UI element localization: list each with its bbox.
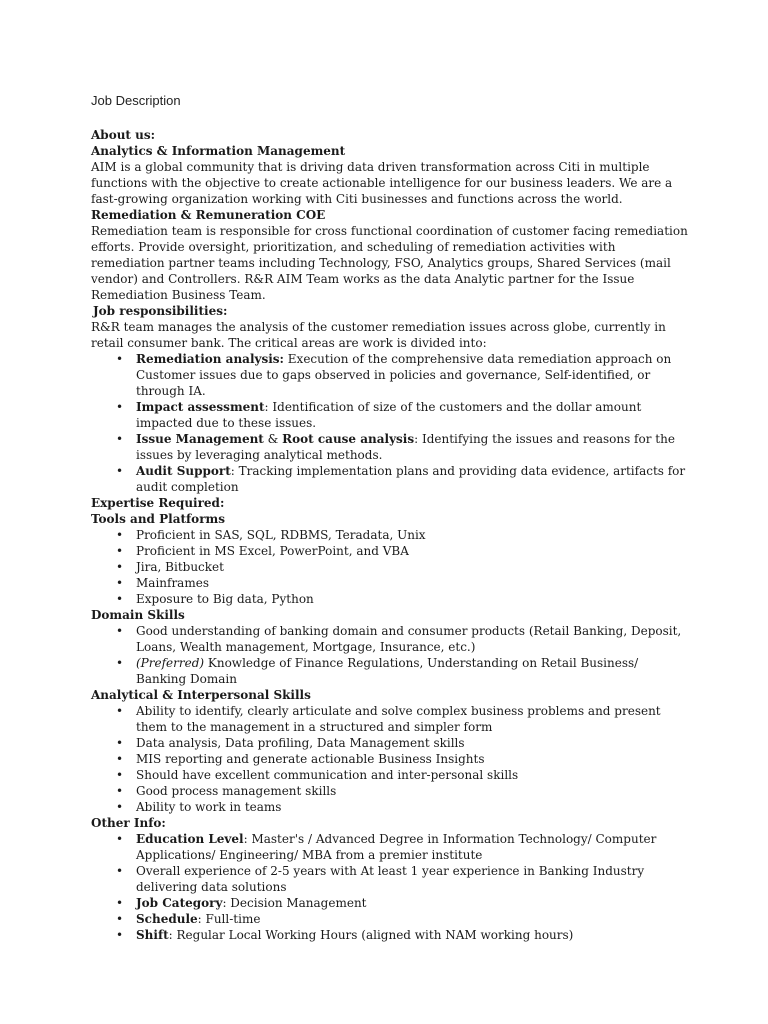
list-item: • Impact assessment: Identification of size of the customers and the dollar amount impacted due to these issues. [116, 400, 642, 430]
responsibilities-list [91, 351, 691, 495]
responsibilities-heading: Job responsibilities: [93, 304, 228, 318]
bullet-icon: • [116, 560, 124, 574]
aim-paragraph: AIM is a global community that is driving data driven transformation across Citi in multiple functions with the objective to create actionable intelligence for our business leaders. We are a fast-growing organization working with Citi businesses and functions across the world. [91, 160, 673, 206]
bullet-icon: • [116, 624, 124, 638]
list-item: • Remediation analysis: Execution of the comprehensive data remediation approach on Customer issues due to gaps observed in policies and governance, Self-identified, or through IA. [116, 352, 672, 398]
bullet-icon: • [116, 752, 124, 766]
list-item: • Jira, Bitbucket [116, 560, 224, 574]
domain-list [91, 623, 691, 687]
bullet-icon: • [116, 912, 124, 926]
bullet-icon: • [116, 928, 124, 942]
expertise-heading: Expertise Required: [91, 496, 225, 510]
list-item: • (Preferred) Knowledge of Finance Regulations, Understanding on Retail Business/ Banking Domain [116, 656, 639, 686]
bullet-icon: • [116, 864, 124, 878]
list-item: • Ability to work in teams [116, 800, 282, 814]
bullet-icon: • [116, 800, 124, 814]
aim-heading: Analytics & Information Management [91, 144, 346, 158]
list-item: • Ability to identify, clearly articulate and solve complex business problems and present them to the management in a structured and simpler form [116, 704, 661, 734]
list-item: • Good process management skills [116, 784, 337, 798]
responsibilities-intro: R&R team manages the analysis of the customer remediation issues across globe, currently in retail consumer bank. The critical areas are work is divided into: [91, 320, 666, 350]
list-item: • Overall experience of 2-5 years with At least 1 year experience in Banking Industry delivering data solutions [116, 864, 645, 894]
bullet-icon: • [116, 592, 124, 606]
analytical-heading: Analytical & Interpersonal Skills [91, 688, 311, 702]
list-item: • Schedule: Full-time [116, 912, 261, 926]
list-item: • Should have excellent communication and inter-personal skills [116, 768, 519, 782]
bullet-icon: • [116, 832, 124, 846]
coe-paragraph: Remediation team is responsible for cross functional coordination of customer facing remediation efforts. Provide oversight, prioritization, and scheduling of remediation activities with remediation partner teams including Technology, FSO, Analytics groups, Shared Services (mail vendor) and Controllers. R&R AIM Team works as the data Analytic partner for the Issue Remediation Business Team. [91, 224, 688, 302]
list-item: • Good understanding of banking domain and consumer products (Retail Banking, Deposit, Loans, Wealth management, Mortgage, Insurance, etc.) [116, 624, 682, 654]
bullet-icon: • [116, 768, 124, 782]
list-item: • Proficient in SAS, SQL, RDBMS, Teradata, Unix [116, 528, 426, 542]
list-item: • Job Category: Decision Management [116, 896, 367, 910]
other-info-list [91, 831, 691, 943]
tools-heading: Tools and Platforms [91, 512, 225, 526]
bullet-icon: • [116, 464, 124, 478]
list-item: • Data analysis, Data profiling, Data Management skills [116, 736, 465, 750]
bullet-icon: • [116, 576, 124, 590]
list-item: • Issue Management & Root cause analysis: Identifying the issues and reasons for the issues by leveraging analytical methods. [116, 432, 675, 462]
list-item: • Shift: Regular Local Working Hours (aligned with NAM working hours) [116, 928, 574, 942]
list-item: • Education Level: Master's / Advanced Degree in Information Technology/ Computer Applications/ Engineering/ MBA from a premier institute [116, 832, 657, 862]
domain-heading: Domain Skills [91, 608, 185, 622]
bullet-icon: • [116, 400, 124, 414]
list-item: • Exposure to Big data, Python [116, 592, 314, 606]
coe-heading: Remediation & Remuneration COE [91, 208, 326, 222]
bullet-icon: • [116, 544, 124, 558]
bullet-icon: • [116, 656, 124, 670]
bullet-icon: • [116, 352, 124, 366]
list-item: • Proficient in MS Excel, PowerPoint, and VBA [116, 544, 409, 558]
tools-list [91, 527, 691, 607]
list-item: • MIS reporting and generate actionable Business Insights [116, 752, 485, 766]
bullet-icon: • [116, 736, 124, 750]
list-item: • Mainframes [116, 576, 209, 590]
analytical-list [91, 703, 691, 815]
bullet-icon: • [116, 784, 124, 798]
page-title: Job Description [91, 93, 181, 108]
bullet-icon: • [116, 704, 124, 718]
bullet-icon: • [116, 528, 124, 542]
document-page [91, 92, 691, 943]
bullet-icon: • [116, 432, 124, 446]
other-info-heading: Other Info: [91, 816, 166, 830]
about-heading: About us: [91, 128, 156, 142]
bullet-icon: • [116, 896, 124, 910]
list-item: • Audit Support: Tracking implementation plans and providing data evidence, artifacts for audit completion [116, 464, 686, 494]
